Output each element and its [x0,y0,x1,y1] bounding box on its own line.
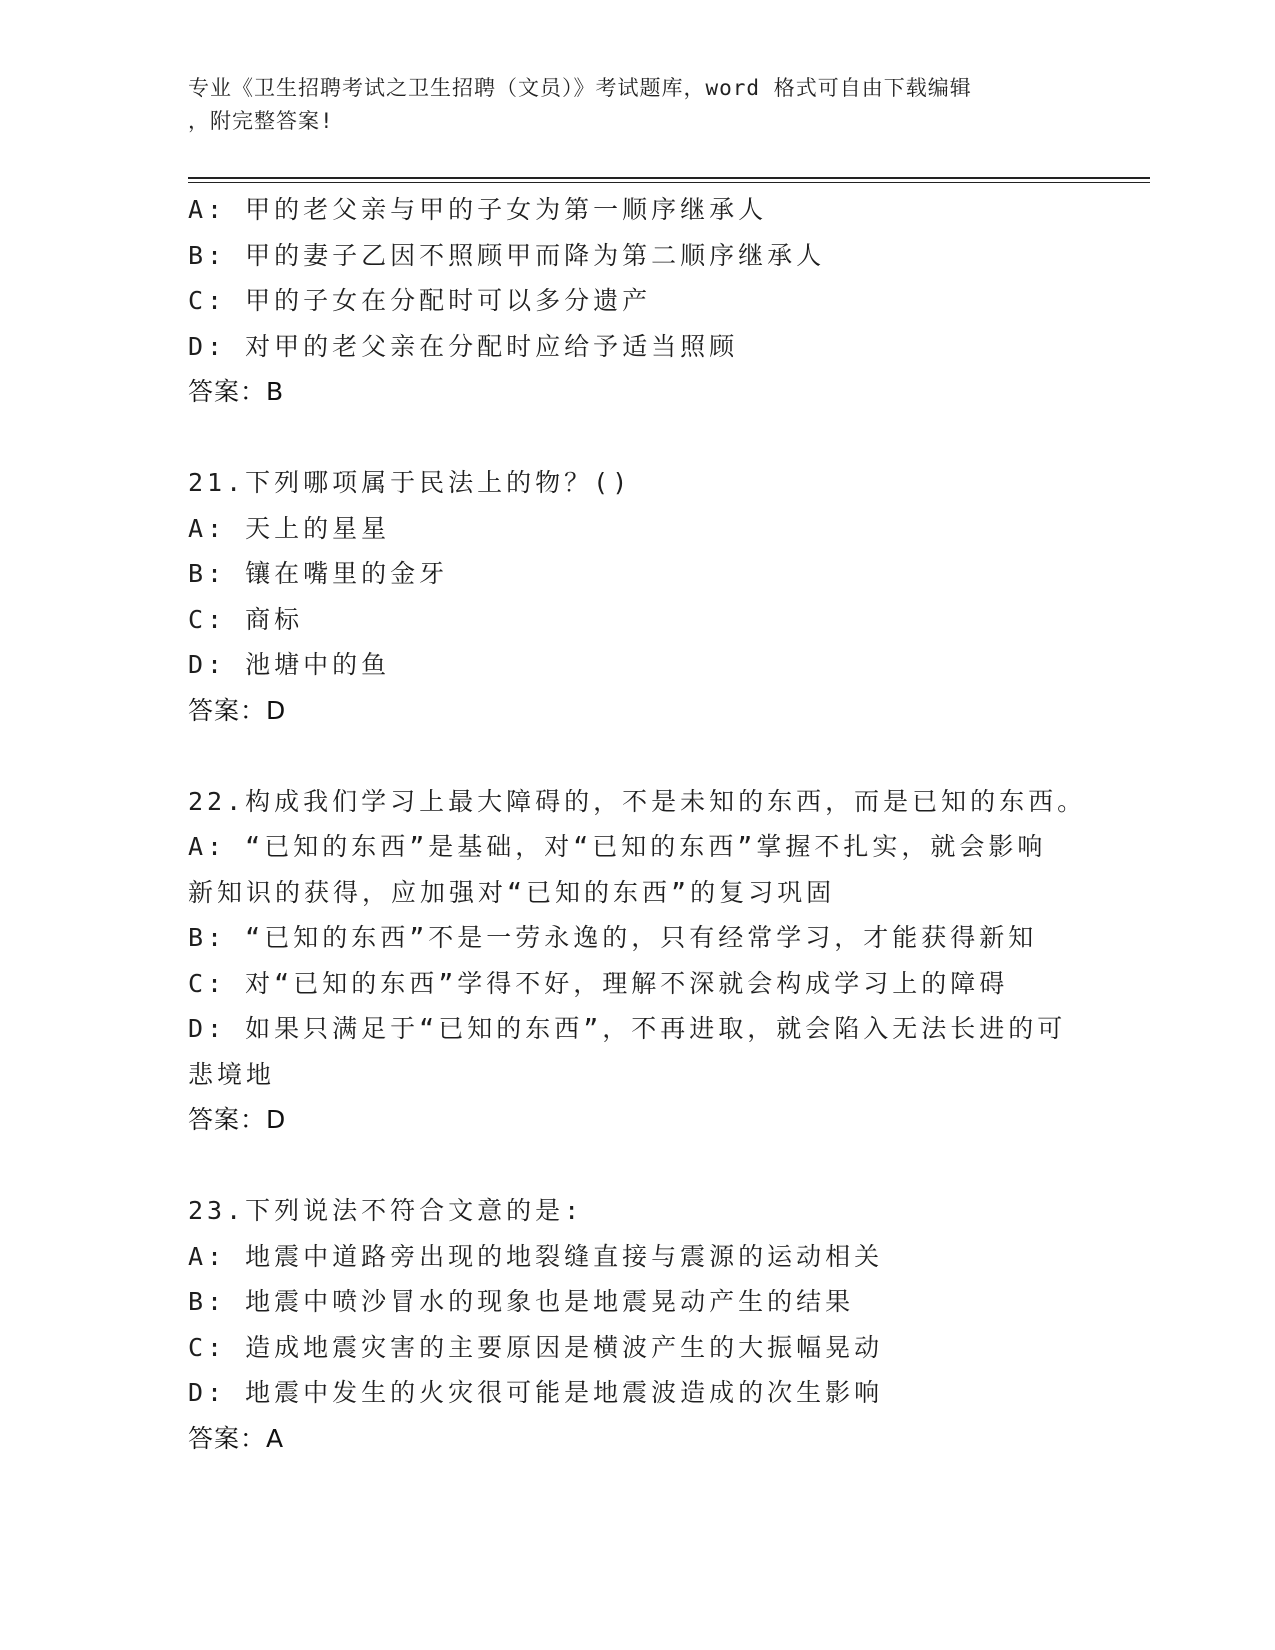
answer-line: 答案：D [188,695,287,725]
option-b: B: 镶在嘴里的金牙 [188,559,449,588]
option-d: D: 对甲的老父亲在分配时应给予适当照顾 [188,331,739,361]
option-d-line-2: 悲境地 [188,1059,276,1089]
answer-line: 答案：D [188,1105,287,1134]
option-a: A: 甲的老父亲与甲的子女为第一顺序继承人 [188,195,768,224]
option-d: D: 池塘中的鱼 [188,650,391,679]
question-block-21 [188,460,1088,733]
option-b: B: 地震中喷沙冒水的现象也是地震晃动产生的结果 [188,1287,855,1316]
question-gap [188,1143,1088,1189]
question-block-23 [188,1188,1088,1461]
option-a: A: 地震中道路旁出现的地裂缝直接与震源的运动相关 [188,1241,884,1271]
header-divider-thin [188,182,1150,183]
question-block-22 [188,779,1088,1143]
question-stem: 23.下列说法不符合文意的是: [188,1196,584,1225]
option-a-line-2: 新知识的获得，应加强对“已知的东西”的复习巩固 [188,877,836,907]
question-block-prev [188,187,1088,415]
option-b: B: “已知的东西”不是一劳永逸的，只有经常学习，才能获得新知 [188,923,1038,952]
option-a-line-1: A: “已知的东西”是基础，对“已知的东西”掌握不扎实，就会影响 [188,832,1047,861]
option-c: C: 商标 [188,604,304,634]
header-line-1: 专业《卫生招聘考试之卫生招聘（文员）》考试题库，word 格式可自由下载编辑 [188,76,972,100]
question-gap [188,415,1088,461]
option-b: B: 甲的妻子乙因不照顾甲而降为第二顺序继承人 [188,240,826,270]
header-divider-thick [188,177,1150,179]
option-c: C: 对“已知的东西”学得不好，理解不深就会构成学习上的障碍 [188,968,1009,998]
option-c: C: 甲的子女在分配时可以多分遗产 [188,286,652,315]
question-stem: 22.构成我们学习上最大障碍的，不是未知的东西，而是已知的东西。 [188,786,1087,816]
answer-line: 答案：B [188,377,285,406]
answer-line: 答案：A [188,1423,285,1453]
option-c: C: 造成地震灾害的主要原因是横波产生的大振幅晃动 [188,1332,884,1362]
option-d-line-1: D: 如果只满足于“已知的东西”，不再进取，就会陷入无法长进的可 [188,1014,1067,1043]
question-gap [188,733,1088,779]
header-line-2: ，附完整答案! [188,109,334,133]
question-stem: 21.下列哪项属于民法上的物？() [188,468,632,497]
document-header [188,72,1068,138]
question-list [188,187,1088,1461]
option-d: D: 地震中发生的火灾很可能是地震波造成的次生影响 [188,1378,884,1407]
option-a: A: 天上的星星 [188,513,391,543]
